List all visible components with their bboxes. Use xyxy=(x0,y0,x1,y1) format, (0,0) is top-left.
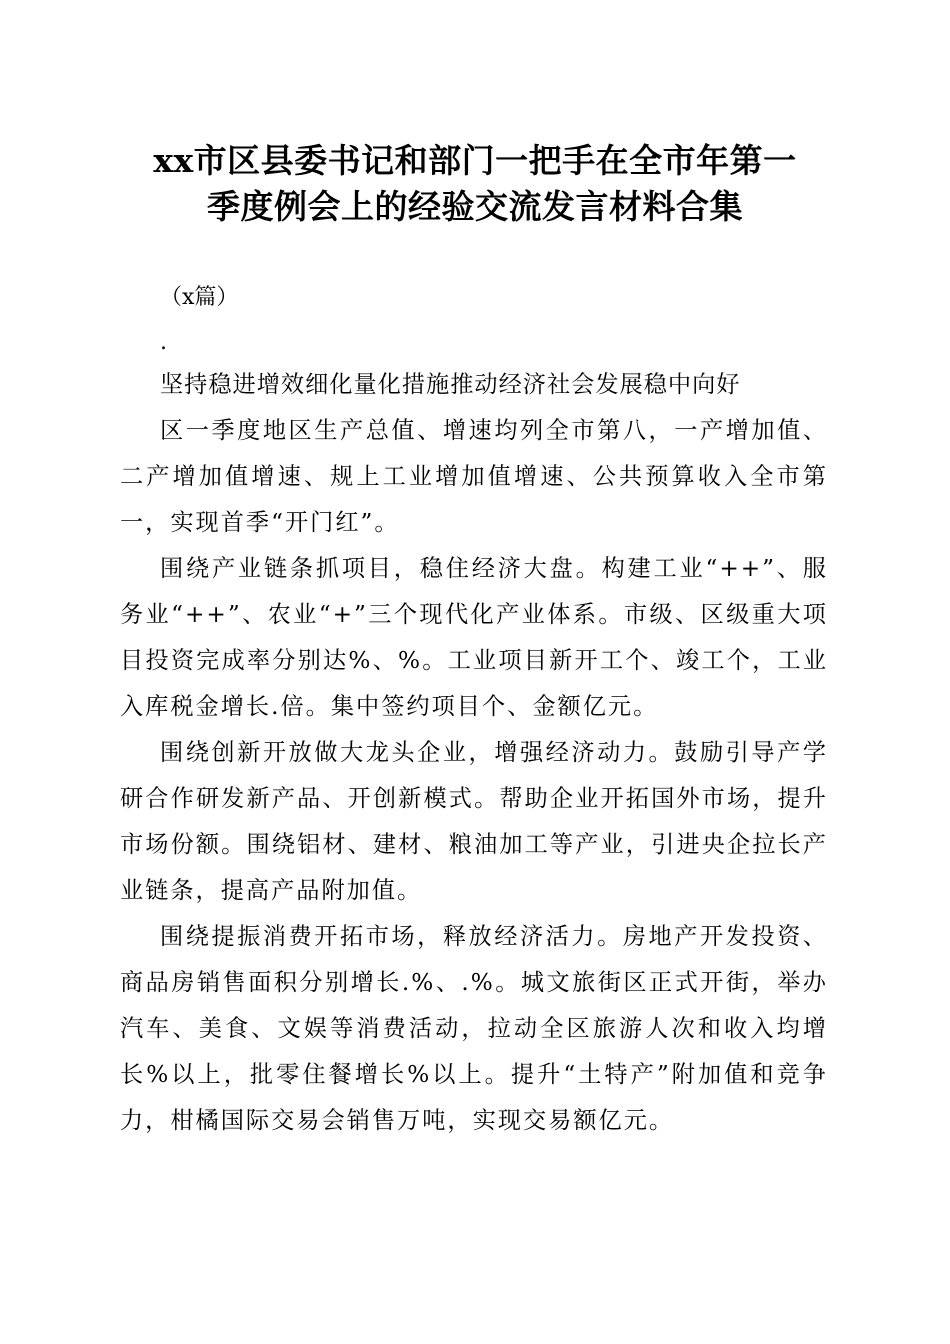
article-count-note: （x篇） xyxy=(160,285,239,310)
paragraph: 围绕提振消费开拓市场，释放经济活力。房地产开发投资、商品房销售面积分别增长.%、.%。城文旅街区正式开街，举办汽车、美食、文娱等消费活动，拉动全区旅游人次和收入均增长%以上，批零住餐增长%以上。提升“土特产”附加值和竞争力，柑橘国际交易会销售万吨，实现交易额亿元。 xyxy=(120,923,828,1134)
document-title xyxy=(100,138,850,230)
section-heading: 坚持稳进增效细化量化措施推动经济社会发展稳中向好 xyxy=(160,371,741,398)
paragraph: 区一季度地区生产总值、增速均列全市第八，一产增加值、二产增加值增速、规上工业增加值增速、公共预算收入全市第一，实现首季“开门红”。 xyxy=(120,417,828,536)
separator-dot: . xyxy=(160,330,167,355)
document-body xyxy=(120,362,828,1144)
paragraph: 围绕创新开放做大龙头企业，增强经济动力。鼓励引导产学研合作研发新产品、开创新模式。帮助企业开拓国外市场，提升市场份额。围绕铝材、建材、粮油加工等产业，引进央企拉长产业链条，提高产品附加值。 xyxy=(120,739,828,904)
title-line-2: 季度例会上的经验交流发言材料合集 xyxy=(207,187,743,226)
title-line-1: xx市区县委书记和部门一把手在全市年第一 xyxy=(153,141,797,180)
paragraph: 围绕产业链条抓项目，稳住经济大盘。构建工业“++”、服务业“++”、农业“+”三个现代化产业体系。市级、区级重大项目投资完成率分别达%、%。工业项目新开工个、竣工个，工业入库税金增长.倍。集中签约项目个、金额亿元。 xyxy=(120,555,828,720)
